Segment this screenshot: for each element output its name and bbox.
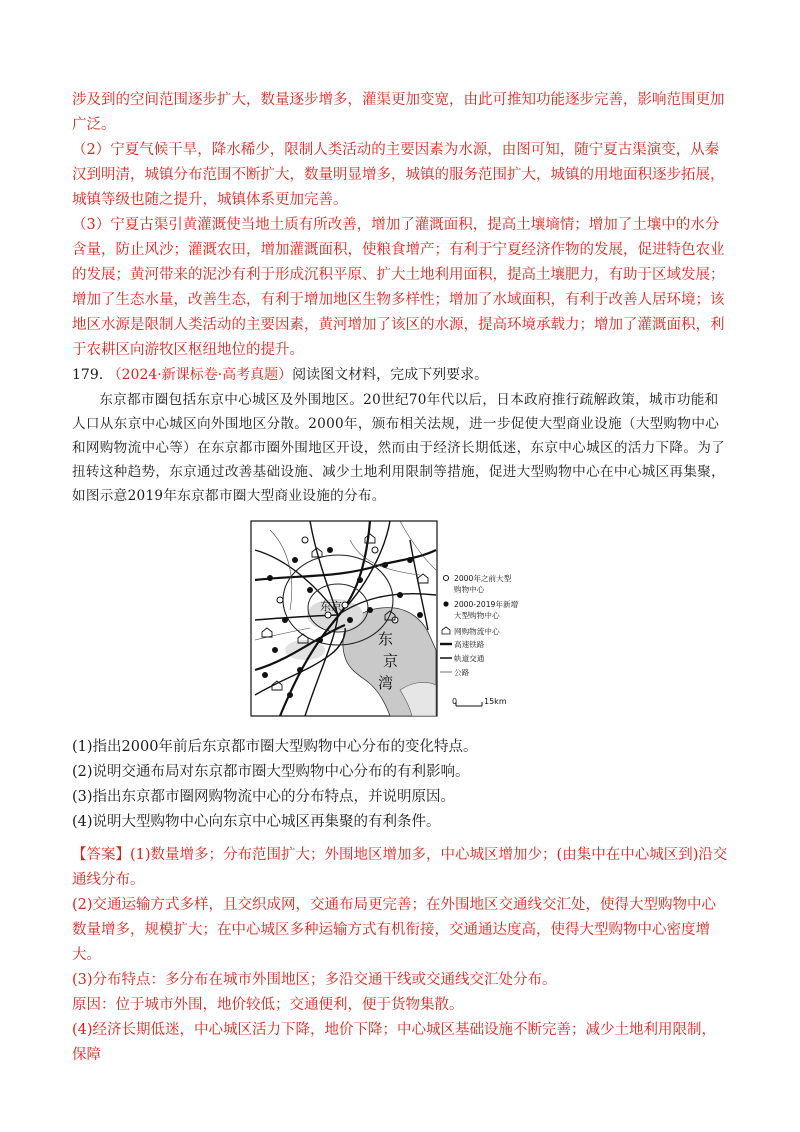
map-legend <box>440 573 519 706</box>
scale-zero: 0 <box>452 697 458 706</box>
legend-new-2: 大型购物中心 <box>454 611 500 620</box>
answer-2: (2)交通运输方式多样，且交织成网，交通布局更完善；在外围地区交通线交汇处，使得大型购物中心数量增多，规模扩大；在中心城区多种运输方式有机衔接，交通通达度高，使得大型购物中心密度增大。 <box>72 897 717 963</box>
answer-3a: (3)分布特点：多分布在城市外围地区；多沿交通干线或交通线交汇处分布。 <box>72 972 557 988</box>
problem-material: 东京都市圈包括东京中心城区及外围地区。20世纪70年代以后，日本政府推行疏解政策，城市功能和人口从东京中心城区向外围地区分散。2000年，颁布相关法规，进一步促使大型商业设施（大型购物中心和网购物流中心等）在东京都市圈外围地区开设，然而由于经济长期低迷，东京中心城区的活力下降。为了扭转这种趋势，东京通过改善基础设施、减少土地利用限制等措施，促进大型购物中心在中心城区再集聚，如图示意2019年东京都市圈大型商业设施的分布。 <box>72 392 726 504</box>
previous-answer <box>72 88 728 508</box>
legend-rail: 轨道交通 <box>454 654 485 663</box>
scale-label: 15km <box>484 697 507 706</box>
problem-instruction: 阅读图文材料，完成下列要求。 <box>292 367 489 383</box>
prev-answer-line: 涉及到的空间范围逐步扩大，数量逐步增多，灌渠更加变宽，由此可推知功能逐步完善，影响范围更加广泛。 <box>72 92 725 133</box>
question-3: (3)指出东京都市圈网购物流中心的分布特点，并说明原因。 <box>72 789 456 805</box>
legend-logistics: 网购物流中心 <box>454 627 500 636</box>
tokyo-label: 东京 <box>320 600 342 613</box>
bay-label-3: 湾 <box>378 674 394 692</box>
prev-answer-q2: （2）宁夏气候干旱，降水稀少，限制人类活动的主要因素为水源，由图可知，随宁夏古渠演变，从秦汉到明清，城镇分布范围不断扩大，数量明显增多，城镇的服务范围扩大，城镇的用地面积逐步拓展，城镇等级也随之提升，城镇体系更加完善。 <box>72 142 725 208</box>
questions-list <box>72 735 728 835</box>
problem-header <box>72 363 728 388</box>
legend-road: 公路 <box>454 668 470 677</box>
answer-label: 【答案】 <box>72 847 130 863</box>
legend-new-1: 2000-2019年新增 <box>454 600 519 609</box>
problem-source: （2024·新课标卷·高考真题） <box>107 367 293 383</box>
bay-label-1: 东 <box>378 630 394 648</box>
bay-label-2: 京 <box>383 652 399 670</box>
answer-4: (4)经济长期低迷，中心城区活力下降，地价下降；中心城区基础设施不断完善；减少土地利用限制，保障 <box>72 1022 717 1063</box>
question-2: (2)说明交通布局对东京都市圈大型购物中心分布的有利影响。 <box>72 764 470 780</box>
answers-block <box>72 843 728 1068</box>
tokyo-map-figure <box>250 520 522 718</box>
question-1: (1)指出2000年前后东京都市圈大型购物中心分布的变化特点。 <box>72 739 478 755</box>
answer-3b: 原因：位于城市外围，地价较低；交通便利，便于货物集散。 <box>72 997 464 1013</box>
problem-number: 179. <box>72 367 104 383</box>
legend-old-2: 购物中心 <box>454 585 485 594</box>
legend-old-1: 2000年之前大型 <box>454 574 512 583</box>
prev-answer-q3: （3）宁夏古渠引黄灌溉使当地土质有所改善，增加了灌溉面积，提高土壤墒情；增加了土壤中的水分含量，防止风沙；灌溉农田，增加灌溉面积，使粮食增产；有利于宁夏经济作物的发展，促进特色农业的发展；黄河带来的泥沙有利于形成沉积平原、扩大土地利用面积，提高土壤肥力，有助于区域发展；增加了生态水量，改善生态，有利于增加地区生物多样性；增加了水域面积，有利于改善人居环境；该地区水源是限制人类活动的主要因素，黄河增加了该区的水源，提高环境承载力；增加了灌溉面积，利于农耕区向游牧区枢纽地位的提升。 <box>72 217 725 358</box>
legend-rail-fast: 高速铁路 <box>454 640 485 649</box>
answer-1 <box>72 843 728 893</box>
question-4: (4)说明大型购物中心向东京中心城区再集聚的有利条件。 <box>72 814 441 830</box>
answer-1-text: (1)数量增多；分布范围扩大；外围地区增加多，中心城区增加少；(由集中在中心城区到)沿交通线分布。 <box>72 847 728 888</box>
